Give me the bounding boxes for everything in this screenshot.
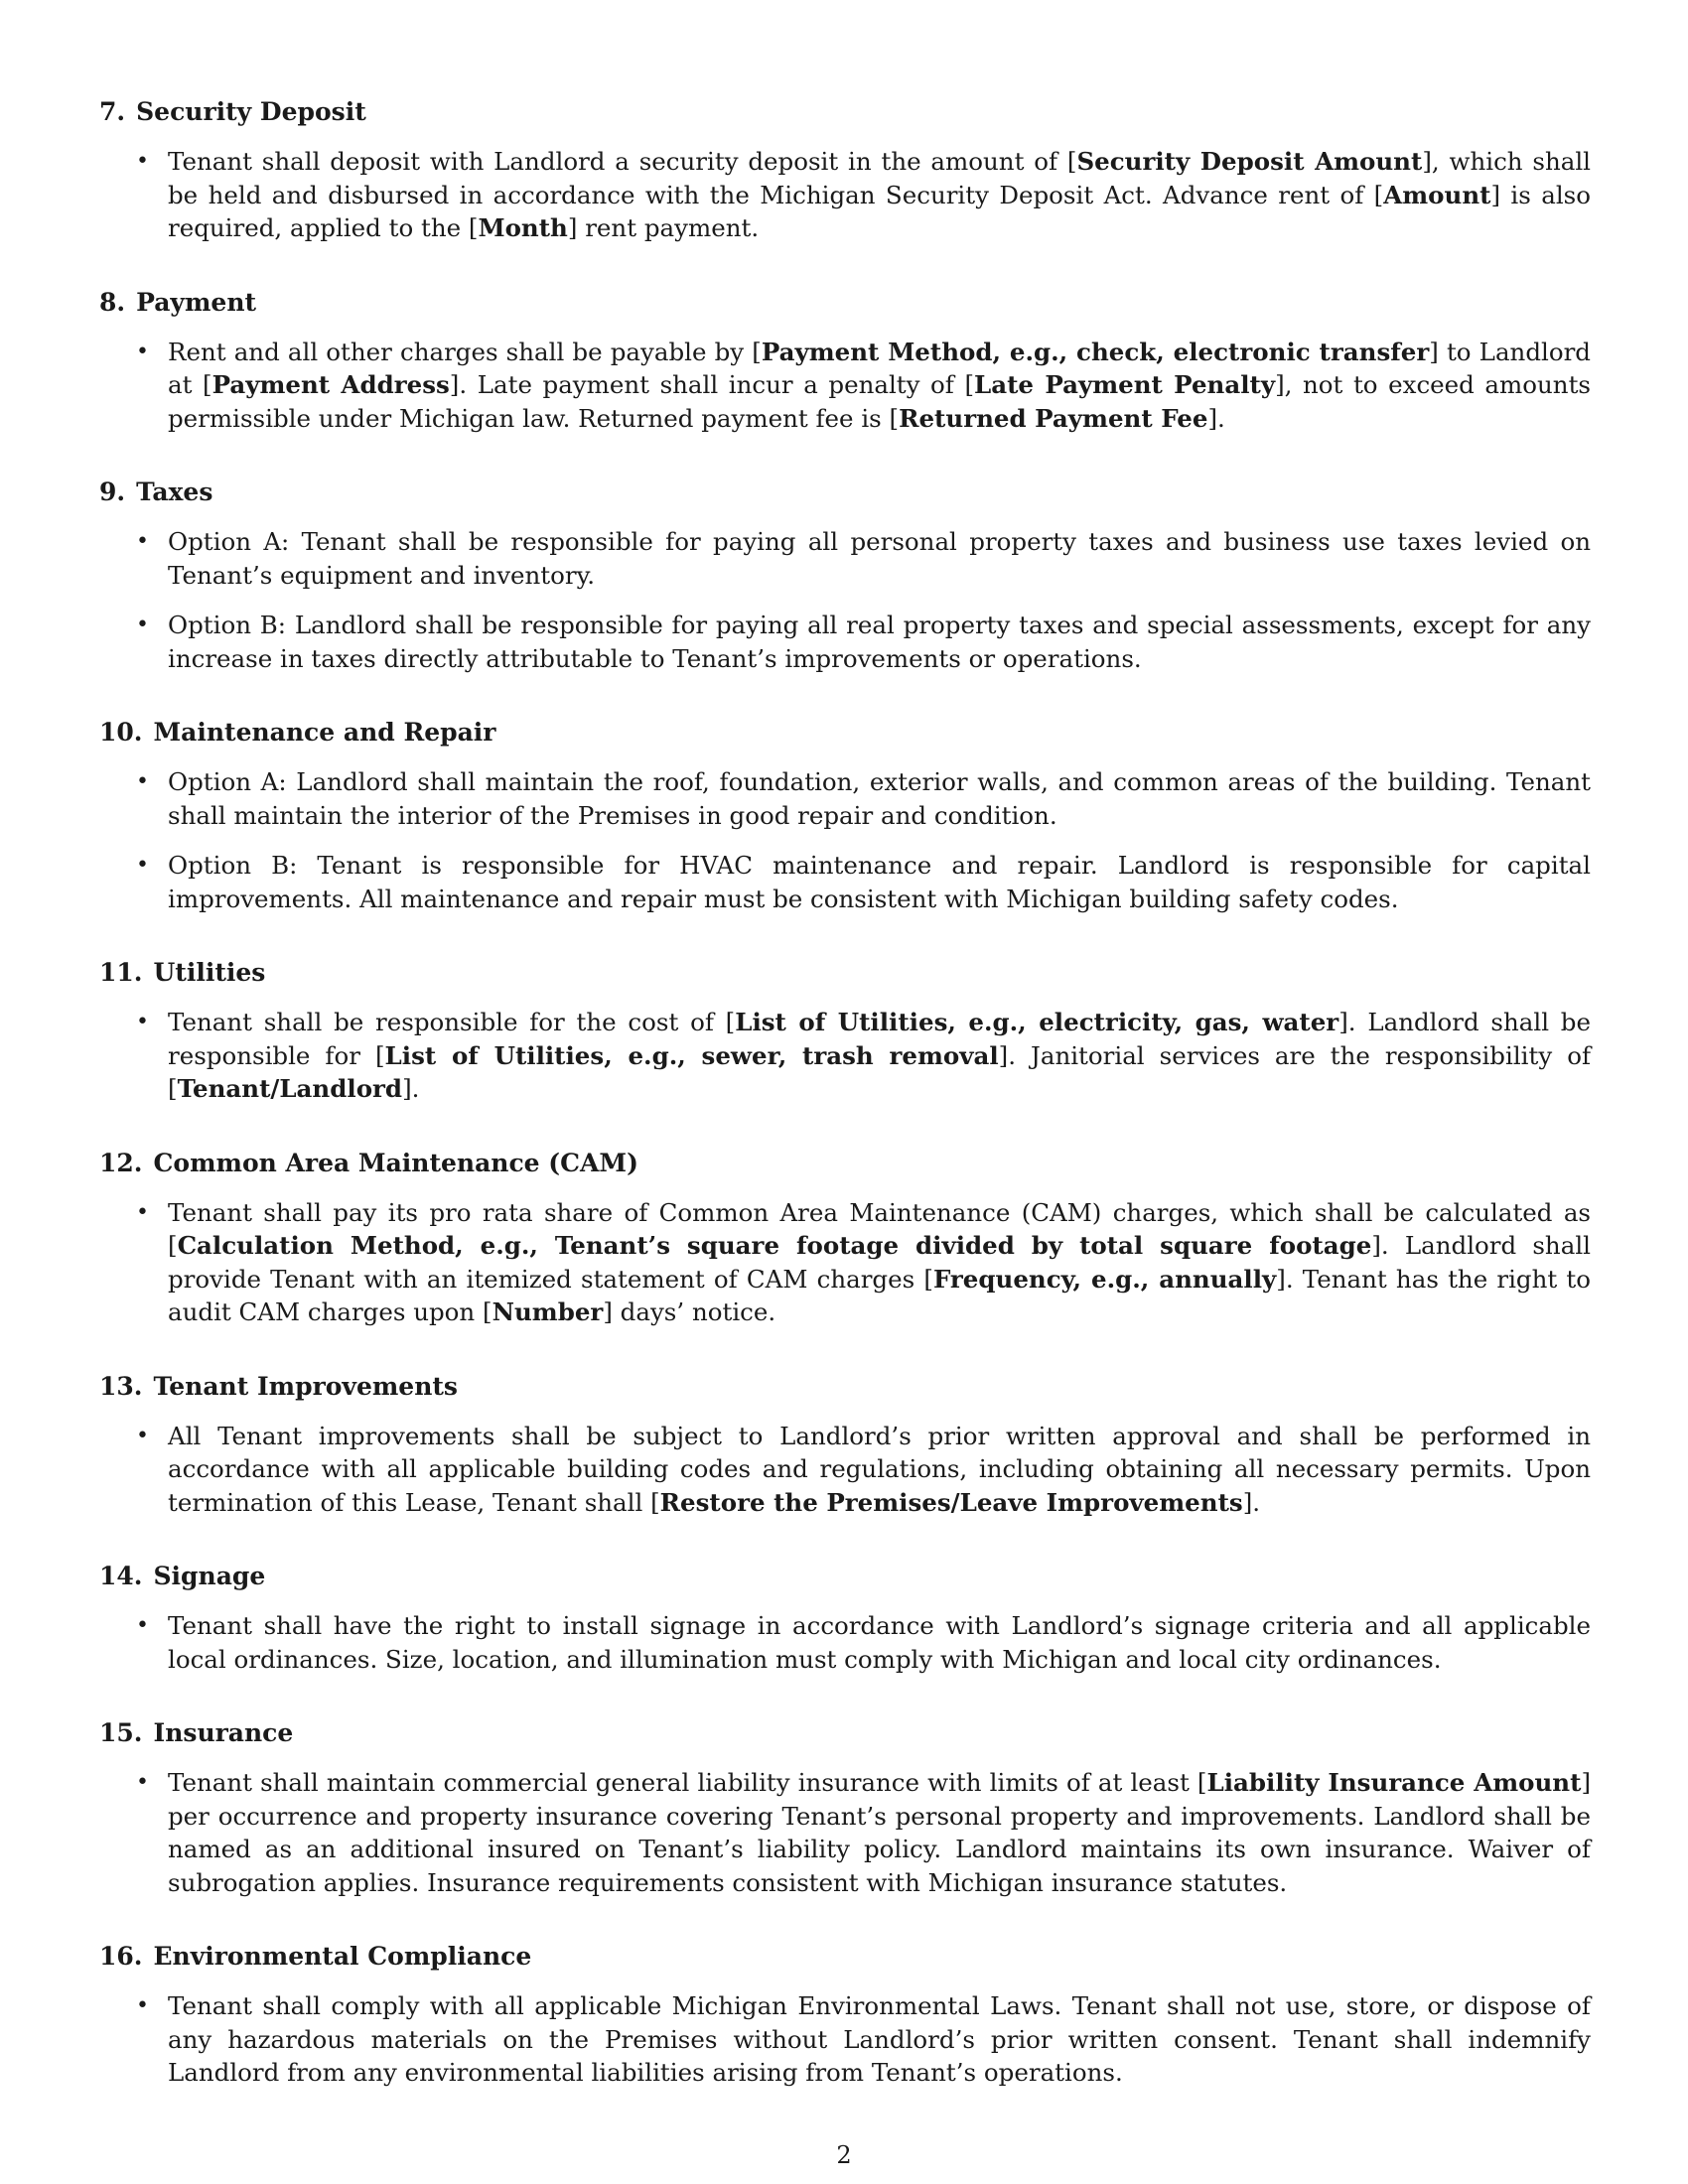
clause-item <box>99 609 1591 675</box>
section-number: 15. <box>99 1718 143 1747</box>
clause-text: Option B: Tenant is responsible for HVAC maintenance and repair. Landlord is responsible for capital improvements. All maintenance and repair must be consistent with Michigan building safety codes. <box>168 851 1591 913</box>
placeholder-field: Calculation Method, e.g., Tenant’s square footage divided by total square footage <box>177 1231 1372 1260</box>
section-heading <box>99 1718 1591 1748</box>
clause-item <box>99 336 1591 436</box>
section-number: 10. <box>99 718 143 747</box>
bullet-icon: • <box>136 613 149 637</box>
clause-list <box>99 145 1591 245</box>
section-heading <box>99 958 1591 988</box>
clause-text: Rent and all other charges shall be payable by [ <box>168 337 762 366</box>
clause-text: Tenant shall have the right to install signage in accordance with Landlord’s signage criteria and all applicable local ordinances. Size, location, and illumination must comply with Michigan and local city ordinances. <box>168 1611 1591 1674</box>
section-heading <box>99 1942 1591 1972</box>
section <box>99 288 1591 436</box>
lease-document-page <box>99 97 1591 2132</box>
clause-item <box>99 849 1591 915</box>
clause-text: ]. <box>1207 403 1225 433</box>
bullet-icon: • <box>136 1199 149 1225</box>
section-number: 13. <box>99 1371 143 1401</box>
clause-list <box>99 1766 1591 1899</box>
section-heading <box>99 718 1591 748</box>
section-title: Environmental Compliance <box>153 1942 532 1971</box>
section <box>99 718 1591 915</box>
placeholder-field: Security Deposit Amount <box>1076 147 1423 176</box>
bullet-icon: • <box>136 1423 149 1448</box>
clause-item <box>99 1989 1591 2090</box>
clause-text: ] per occurrence and property insurance covering Tenant’s personal property and improvements. Landlord shall be named as an additional insured on Tenant’s liability policy. Landlord maintains its own insurance. Waiver of subrogation applies. Insurance requirements consistent with Michigan insurance statutes. <box>168 1768 1591 1897</box>
section <box>99 1372 1591 1520</box>
clause-text: ]. Landlord shall provide Tenant with an itemized statement of CAM charges [ <box>168 1231 1591 1294</box>
placeholder-field: Payment Method, e.g., check, electronic transfer <box>761 337 1430 366</box>
clause-item <box>99 145 1591 245</box>
section-number: 16. <box>99 1942 143 1971</box>
section-number: 11. <box>99 958 143 987</box>
placeholder-field: Frequency, e.g., annually <box>932 1264 1277 1294</box>
section <box>99 1942 1591 2090</box>
clause-list <box>99 1196 1591 1329</box>
bullet-icon: • <box>136 149 149 174</box>
section-number: 7. <box>99 97 126 126</box>
clause-list <box>99 765 1591 915</box>
section <box>99 97 1591 245</box>
clause-text: ]. Landlord shall be responsible for [ <box>168 1008 1591 1070</box>
placeholder-field: Restore the Premises/Leave Improvements <box>659 1487 1243 1517</box>
bullet-icon: • <box>136 339 149 364</box>
placeholder-field: Returned Payment Fee <box>899 403 1208 433</box>
clause-text: ]. Late payment shall incur a penalty of [ <box>449 370 975 399</box>
bullet-icon: • <box>136 769 149 794</box>
placeholder-field: Liability Insurance Amount <box>1206 1768 1582 1797</box>
placeholder-field: Tenant/Landlord <box>177 1074 403 1103</box>
clause-list <box>99 1609 1591 1676</box>
clause-text: Tenant shall comply with all applicable Michigan Environmental Laws. Tenant shall not use, store, or dispose of any hazardous materials on the Premises without Landlord’s prior written consent. Tenant shall indemnify Landlord from any environmental liabilities arising from Tenant’s operations. <box>168 1991 1591 2087</box>
placeholder-field: Payment Address <box>211 370 450 399</box>
section-heading <box>99 1562 1591 1591</box>
clause-text: Option A: Tenant shall be responsible for paying all personal property taxes and business use taxes levied on Tenant’s equipment and inventory. <box>168 527 1591 590</box>
section-number: 9. <box>99 478 126 506</box>
section <box>99 1562 1591 1676</box>
bullet-icon: • <box>136 1010 149 1034</box>
clause-text: All Tenant improvements shall be subject to Landlord’s prior written approval and shall be performed in accordance with all applicable building codes and regulations, including obtaining all necessary permits. Upon termination of this Lease, Tenant shall [ <box>168 1421 1591 1517</box>
clause-text: ]. <box>402 1074 420 1103</box>
clause-item <box>99 1766 1591 1899</box>
placeholder-field: Number <box>492 1297 604 1326</box>
section-heading <box>99 1149 1591 1178</box>
clause-item <box>99 1609 1591 1676</box>
section-heading <box>99 97 1591 127</box>
section-title: Signage <box>153 1562 266 1590</box>
clause-text: Tenant shall deposit with Landlord a security deposit in the amount of [ <box>168 147 1077 176</box>
bullet-icon: • <box>136 1993 149 2018</box>
clause-text: ] is also required, applied to the [ <box>168 180 1591 242</box>
bullet-icon: • <box>136 1613 149 1638</box>
clause-text: Option A: Landlord shall maintain the roof, foundation, exterior walls, and common areas of the building. Tenant shall maintain the interior of the Premises in good repair and condition. <box>168 767 1591 830</box>
section-number: 14. <box>99 1562 143 1590</box>
clause-list <box>99 1989 1591 2090</box>
section <box>99 1149 1591 1329</box>
clause-text: ]. <box>1242 1487 1261 1517</box>
clause-list <box>99 1006 1591 1106</box>
section-heading <box>99 478 1591 507</box>
clause-text: ], which shall be held and disbursed in accordance with the Michigan Security Deposit Act. Advance rent of [ <box>168 147 1592 209</box>
section <box>99 958 1591 1106</box>
clause-text: Tenant shall maintain commercial general liability insurance with limits of at least [ <box>168 1768 1207 1797</box>
page-number: 2 <box>836 2141 852 2169</box>
section-title: Tenant Improvements <box>153 1371 459 1401</box>
placeholder-field: Late Payment Penalty <box>974 370 1276 399</box>
section-number: 8. <box>99 287 126 317</box>
clause-item <box>99 1196 1591 1329</box>
clause-text: Tenant shall pay its pro rata share of Common Area Maintenance (CAM) charges, which shall be calculated as [ <box>168 1197 1591 1260</box>
placeholder-field: List of Utilities, e.g., sewer, trash removal <box>384 1040 999 1070</box>
clause-text: Tenant shall be responsible for the cost of [ <box>168 1008 736 1036</box>
section-title: Utilities <box>153 958 266 987</box>
section-heading <box>99 1372 1591 1402</box>
section-title: Payment <box>136 287 257 317</box>
section <box>99 1718 1591 1899</box>
clause-text: ] days’ notice. <box>603 1297 776 1326</box>
clause-item <box>99 1420 1591 1520</box>
bullet-icon: • <box>136 529 149 554</box>
clause-list <box>99 525 1591 675</box>
placeholder-field: Month <box>478 213 568 242</box>
section-number: 12. <box>99 1148 143 1177</box>
placeholder-field: Amount <box>1383 180 1491 209</box>
section <box>99 478 1591 675</box>
clause-list <box>99 336 1591 436</box>
section-title: Insurance <box>153 1718 294 1747</box>
bullet-icon: • <box>136 853 149 878</box>
section-title: Taxes <box>136 478 213 506</box>
clause-text: ]. Janitorial services are the responsibility of [ <box>168 1040 1592 1103</box>
placeholder-field: List of Utilities, e.g., electricity, gas, water <box>735 1008 1339 1036</box>
section-title: Security Deposit <box>136 97 366 126</box>
clause-text: ], not to exceed amounts permissible under Michigan law. Returned payment fee is [ <box>168 370 1591 433</box>
bullet-icon: • <box>136 1770 149 1795</box>
section-title: Common Area Maintenance (CAM) <box>153 1148 638 1177</box>
clause-list <box>99 1420 1591 1520</box>
section-title: Maintenance and Repair <box>153 718 496 747</box>
clause-text: ] to Landlord at [ <box>168 337 1591 399</box>
section-heading <box>99 288 1591 318</box>
clause-text: Option B: Landlord shall be responsible for paying all real property taxes and special assessments, except for any increase in taxes directly attributable to Tenant’s improvements or operations. <box>168 611 1591 673</box>
clause-text: ] rent payment. <box>567 213 760 242</box>
clause-item <box>99 1006 1591 1106</box>
clause-text: ]. Tenant has the right to audit CAM charges upon [ <box>168 1264 1592 1326</box>
clause-item <box>99 525 1591 592</box>
clause-item <box>99 765 1591 832</box>
